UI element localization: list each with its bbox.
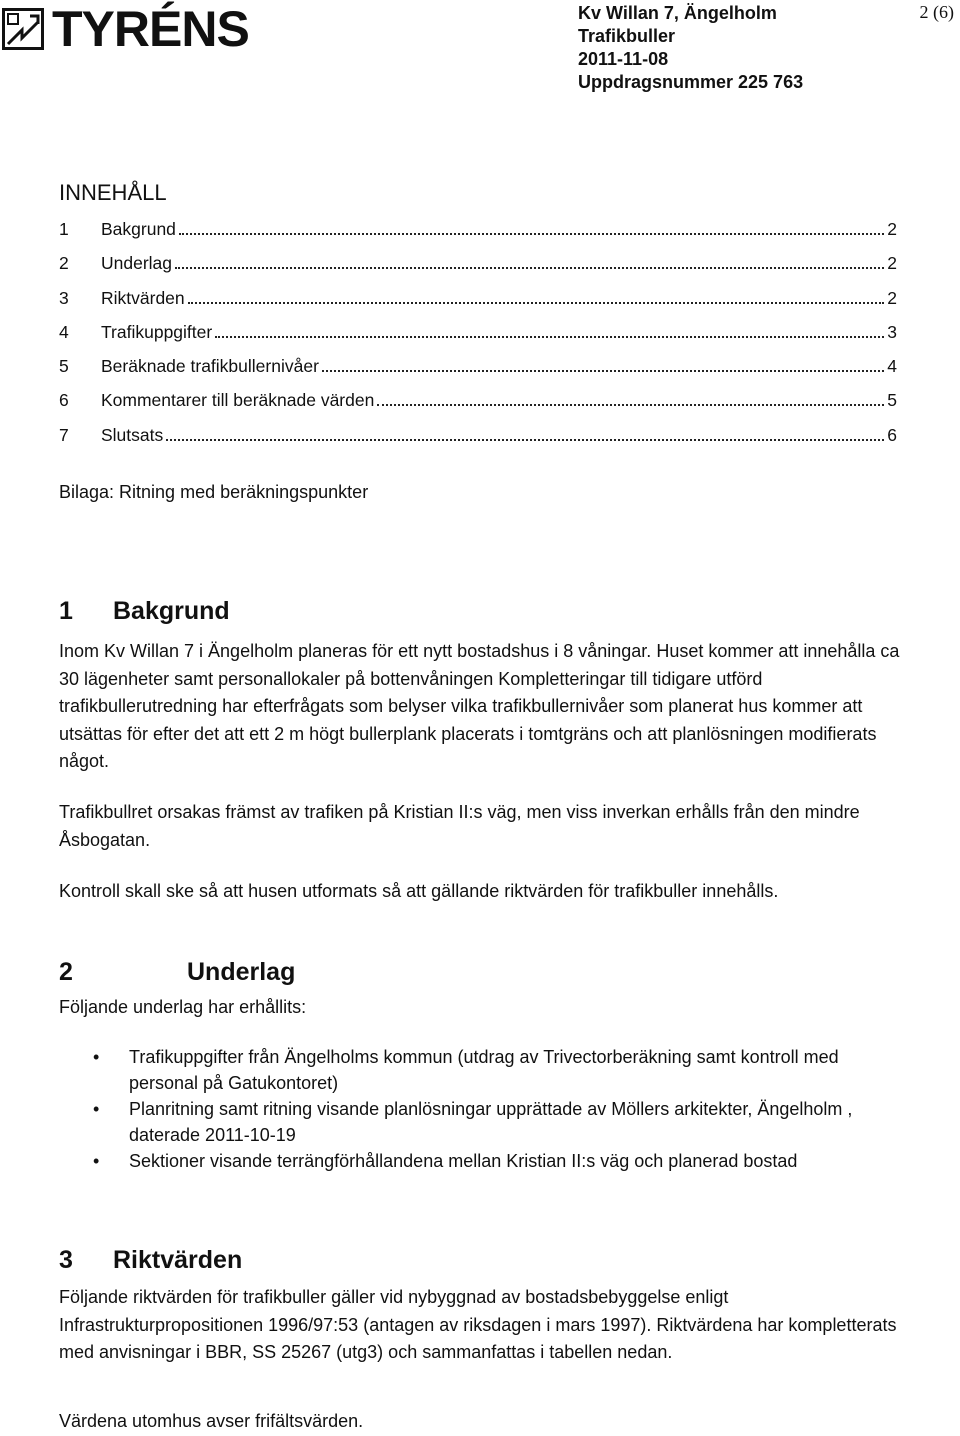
table-of-contents [59, 219, 897, 459]
list-item-text: Trafikuppgifter från Ängelholms kommun (utdrag av Trivectorberäkning samt kontroll med personal på Gatukontoret) [129, 1047, 839, 1093]
toc-item[interactable] [59, 356, 897, 390]
page-header [0, 0, 960, 120]
section-1-paragraph-2: Trafikbullret orsakas främst av trafiken på Kristian II:s väg, men viss inverkan erhålls från den mindre Åsbogatan. [59, 802, 860, 850]
toc-item-page: 4 [887, 356, 897, 377]
toc-leader-dots [322, 369, 884, 372]
section-title: Riktvärden [113, 1246, 243, 1274]
toc-item-number: 2 [59, 253, 69, 274]
toc-item-number: 7 [59, 424, 69, 445]
bullet-icon: • [93, 1099, 100, 1119]
section-2-intro: Följande underlag har erhållits: [59, 997, 307, 1017]
toc-item-title: Trafikuppgifter [101, 321, 213, 342]
toc-item-number: 6 [59, 390, 69, 411]
toc-item-number: 4 [59, 321, 69, 342]
toc-item[interactable] [59, 425, 897, 459]
toc-item-page: 2 [887, 219, 897, 239]
tyrens-logo-icon [2, 8, 44, 50]
toc-heading: INNEHÅLL [59, 180, 167, 205]
toc-leader-dots [188, 301, 885, 304]
meta-date: 2011-11-08 [578, 49, 669, 69]
section-2-heading [59, 958, 295, 987]
toc-item-page: 2 [887, 287, 897, 308]
toc-leader-dots [215, 335, 884, 338]
section-3-paragraph-1: Följande riktvärden för trafikbuller gäller vid nybyggnad av bostadsbebyggelse enligt Infrastrukturpropositionen 1996/97:53 (antagen av riksdagen i mars 1997). Riktvärdena har kompletterats med anvisningar i BBR, SS 25267 (utg3) och sammanfattas i tabellen nedan. [59, 1287, 897, 1362]
section-title: Bakgrund [113, 597, 230, 625]
toc-item-page: 3 [887, 321, 897, 342]
section-3-heading [59, 1246, 242, 1275]
toc-item-title: Underlag [101, 253, 173, 274]
section-number: 3 [59, 1246, 73, 1274]
toc-item-page: 6 [887, 424, 897, 445]
toc-item-title: Beräknade trafikbullernivåer [101, 356, 319, 377]
list-item [59, 1149, 904, 1175]
toc-leader-dots [166, 438, 884, 441]
toc-item-number: 1 [59, 219, 69, 239]
section-3-paragraph-2: Värdena utomhus avser frifältsvärden. [59, 1411, 364, 1431]
list-item [59, 1097, 904, 1148]
tyrens-logo [2, 1, 249, 57]
section-title: Underlag [187, 958, 296, 986]
section-1-paragraph-1: Inom Kv Willan 7 i Ängelholm planeras för ett nytt bostadshus i 8 våningar. Huset kommer att innehålla ca 30 lägenheter samt personallokaler på bottenvåningen Kompletteringar till tidigare utförd trafikbullerutredning har efterfrågats som belyser vilka trafikbullernivåer som planerat hus kommer att utsättas för efter det att ett 2 m högt bullerplank placerats i tomtgräns och att planlösningen modifierats något. [59, 641, 900, 771]
section-1-heading [59, 597, 230, 626]
toc-leader-dots [377, 403, 884, 406]
toc-item[interactable] [59, 253, 897, 287]
page-number: 2 (6) [919, 2, 954, 22]
toc-item[interactable] [59, 288, 897, 322]
toc-leader-dots [175, 266, 884, 269]
toc-item[interactable] [59, 322, 897, 356]
list-item-text: Planritning samt ritning visande planlösningar upprättade av Möllers arkitekter, Ängelholm , daterade 2011-10-19 [129, 1099, 853, 1145]
toc-item-page: 2 [887, 253, 897, 274]
toc-item[interactable] [59, 390, 897, 424]
toc-item[interactable] [59, 219, 897, 253]
appendix-line: Bilaga: Ritning med beräkningspunkter [59, 482, 369, 502]
list-item-text: Sektioner visande terrängförhållandena mellan Kristian II:s väg och planerad bostad [129, 1151, 798, 1171]
list-item [59, 1045, 904, 1096]
logo-text: TYRÉNS [52, 1, 249, 57]
meta-assignment-number: Uppdragsnummer 225 763 [578, 72, 804, 92]
toc-item-title: Bakgrund [101, 219, 176, 239]
bullet-icon: • [93, 1047, 100, 1067]
toc-item-page: 5 [887, 390, 897, 411]
meta-project: Kv Willan 7, Ängelholm [578, 3, 777, 23]
toc-item-number: 3 [59, 287, 69, 308]
section-1-paragraph-3: Kontroll skall ske så att husen utformats så att gällande riktvärden för trafikbuller innehålls. [59, 881, 779, 901]
toc-item-title: Kommentarer till beräknade värden [101, 390, 375, 411]
bullet-icon: • [93, 1151, 100, 1171]
section-number: 1 [59, 597, 73, 625]
toc-leader-dots [179, 232, 884, 235]
toc-item-title: Slutsats [101, 424, 164, 445]
toc-item-number: 5 [59, 356, 69, 377]
header-meta [578, 2, 803, 94]
underlag-list [59, 1045, 904, 1176]
toc-item-title: Riktvärden [101, 287, 185, 308]
meta-subject: Trafikbuller [578, 26, 676, 46]
section-number: 2 [59, 958, 73, 986]
